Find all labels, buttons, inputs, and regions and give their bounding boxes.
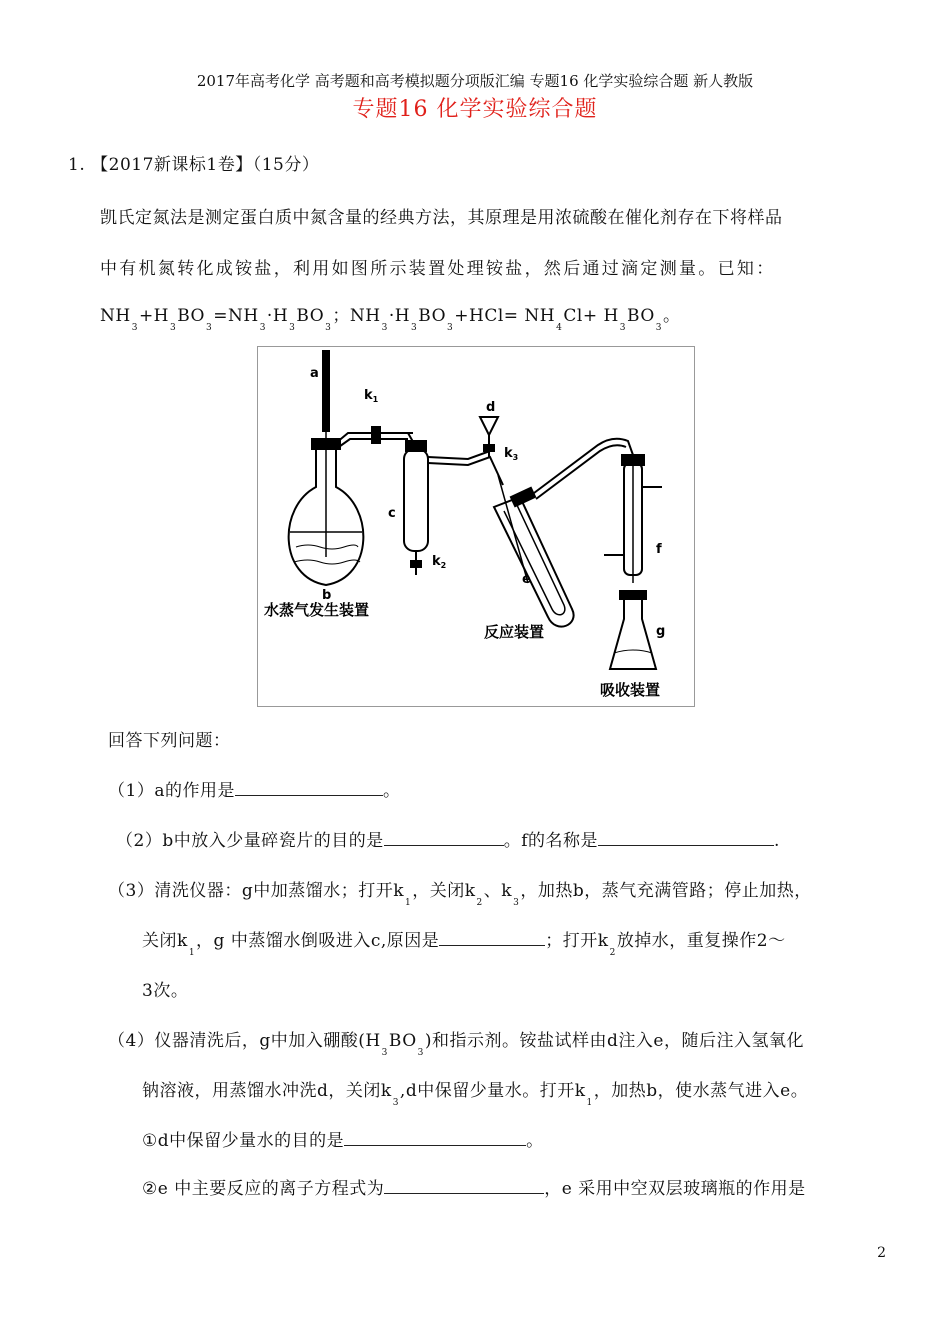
flask-g [610, 597, 656, 669]
svg-text:e: e [522, 572, 531, 587]
caption-absorb: 吸收装置 [600, 681, 661, 699]
svg-text:f: f [656, 542, 662, 557]
flask-stopper [312, 439, 340, 449]
question-number: 1. [68, 155, 86, 175]
svg-text:a: a [310, 366, 319, 381]
question-3-line1: （3）清洗仪器：g中加蒸馏水；打开$k_1$，关闭$k_2$、$k_3$，加热b，蒸气充满管路；停止加热， [108, 881, 812, 908]
label-k3: $k_3$ [504, 446, 519, 462]
answer-blank[interactable] [598, 829, 774, 846]
intro-line-1: 凯氏定氮法是测定蛋白质中氮含量的经典方法，其原理是用浓硫酸在催化剂存在下将样品 [100, 208, 783, 228]
funnel-d [480, 417, 498, 435]
question-4-line2: 钠溶液，用蒸馏水冲洗d，关闭$k_3,d$中保留少量水。打开$k_1$，加热b，使水蒸气进入e。 [142, 1081, 809, 1108]
question-heading [68, 150, 319, 175]
intro-line-2: 中有机氮转化成铵盐，利用如图所示装置处理铵盐，然后通过滴定测量。已知： [100, 259, 776, 279]
question-4-part2: ②e 中主要反应的离子方程式为 ，e 采用中空双层玻璃瓶的作用是 [142, 1179, 806, 1199]
apparatus-figure [257, 346, 695, 707]
question-source: 【2017新课标1卷】（15分） [91, 155, 320, 175]
equation-line: $NH_3+H_3BO_3=NH_3\cdot H_3BO_3$；$NH_3\cdot H_3BO_3+HCl= NH_4Cl+ H_3BO_3$。 [100, 306, 681, 333]
answer-blank[interactable] [439, 929, 545, 946]
document-header: 2017年高考化学 高考题和高考模拟题分项版汇编 专题16 化学实验综合题 新人教版 [196, 72, 754, 90]
question-4-part1: ①d中保留少量水的目的是 。 [142, 1131, 544, 1151]
svg-text:b: b [322, 588, 332, 603]
section-title: 专题16 化学实验综合题 [352, 97, 598, 122]
svg-text:c: c [388, 506, 396, 521]
column-c [404, 449, 428, 551]
svg-text:g: g [656, 624, 666, 639]
svg-text:d: d [486, 400, 496, 415]
answer-blank[interactable] [384, 1177, 544, 1194]
answer-blank[interactable] [344, 1129, 526, 1146]
label-k1: $k_1$ [364, 388, 379, 404]
question-4-line1: （4）仪器清洗后，g中加入硼酸$(H_3BO_3)$和指示剂。铵盐试样由d注入e，随后注入氢氧化 [108, 1031, 804, 1058]
answer-blank[interactable] [384, 829, 504, 846]
valve-k3 [484, 445, 494, 451]
question-3-line2: 关闭$k_1$，g 中蒸馏水倒吸进入c,原因是 ；打开$k_2$放掉水，重复操作2～ [142, 931, 786, 958]
valve-k1 [372, 427, 380, 443]
answer-prompt: 回答下列问题： [108, 731, 231, 751]
tube-a [323, 351, 329, 431]
page-number: 2 [877, 1245, 886, 1261]
caption-reaction: 反应装置 [484, 623, 545, 641]
question-2: （2）b中放入少量碎瓷片的目的是 。f的名称是 . [116, 831, 780, 851]
apparatus-diagram [258, 347, 694, 706]
label-k2: $k_2$ [432, 554, 447, 570]
valve-k2 [411, 561, 421, 567]
answer-blank[interactable] [235, 779, 383, 796]
question-3-line3: 3次。 [142, 981, 189, 1001]
question-1: （1）a的作用是 。 [108, 781, 401, 801]
caption-steam: 水蒸气发生装置 [264, 601, 370, 619]
